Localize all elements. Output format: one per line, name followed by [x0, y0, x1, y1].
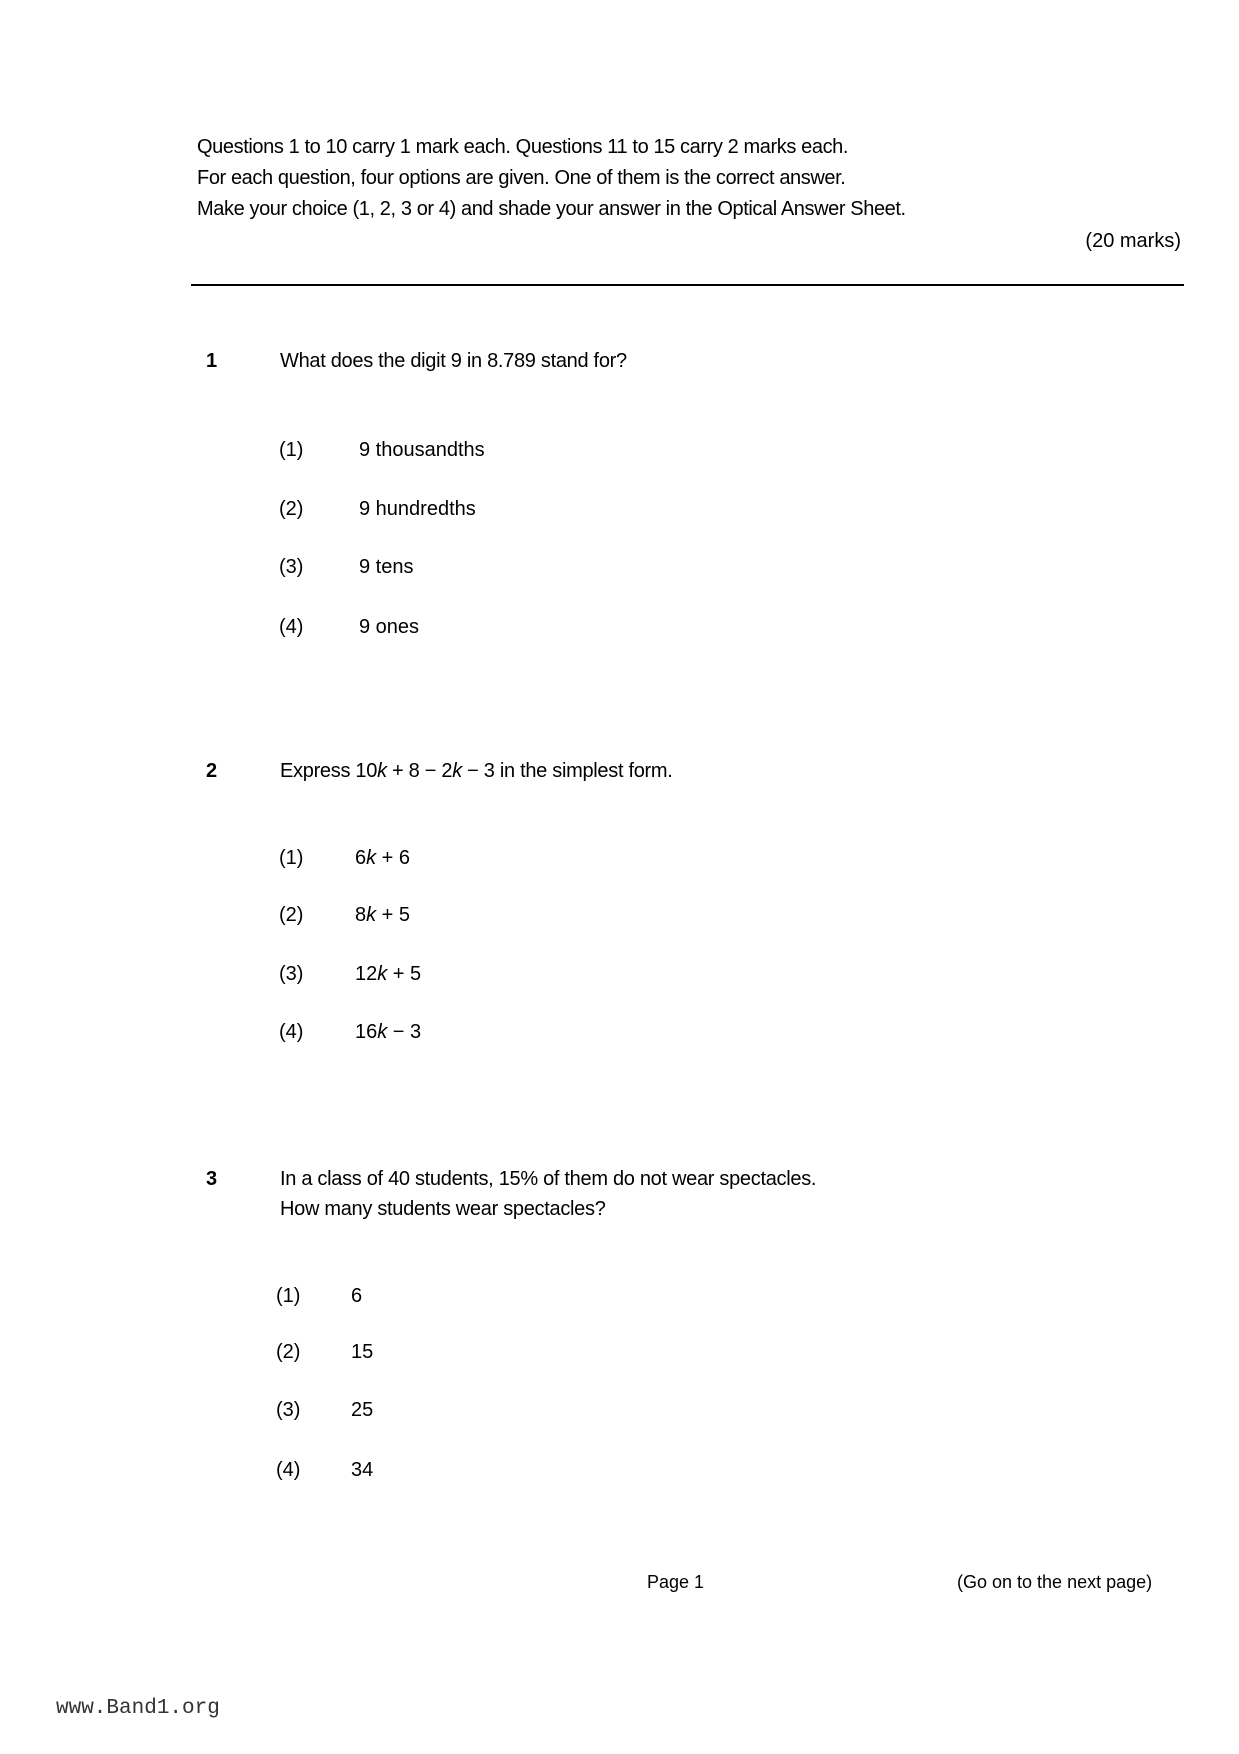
- option-text: 6k + 6: [355, 847, 411, 869]
- option-text: 34: [351, 1459, 374, 1481]
- next-page-note: (Go on to the next page): [957, 1572, 1153, 1592]
- option-label: (3): [276, 1399, 301, 1421]
- instruction-line-2: For each question, four options are given. One of them is the correct answer.: [197, 167, 846, 189]
- option-text: 9 ones: [359, 616, 420, 638]
- option-label: (4): [279, 616, 304, 638]
- option-label: (2): [279, 498, 304, 520]
- question-number: 3: [206, 1168, 218, 1190]
- question-number: 2: [206, 760, 218, 782]
- option-label: (1): [279, 847, 304, 869]
- instruction-line-3: Make your choice (1, 2, 3 or 4) and shade your answer in the Optical Answer Sheet.: [197, 198, 906, 220]
- option-text: 9 tens: [359, 556, 414, 578]
- page-number: Page 1: [647, 1572, 705, 1592]
- option-text: 9 hundredths: [359, 498, 476, 520]
- option-text: 6: [351, 1285, 363, 1307]
- question-text: How many students wear spectacles?: [280, 1198, 606, 1220]
- option-text: 12k + 5: [355, 963, 422, 985]
- option-text: 25: [351, 1399, 374, 1421]
- option-label: (3): [279, 963, 304, 985]
- divider: [191, 284, 1184, 286]
- watermark: www.Band1.org: [56, 1697, 220, 1720]
- option-text: 16k − 3: [355, 1021, 422, 1043]
- question-text: Express 10k + 8 − 2k − 3 in the simplest form.: [280, 760, 673, 782]
- option-label: (2): [279, 904, 304, 926]
- option-label: (1): [279, 439, 304, 461]
- total-marks: (20 marks): [1085, 230, 1181, 252]
- instruction-line-1: Questions 1 to 10 carry 1 mark each. Questions 11 to 15 carry 2 marks each.: [197, 136, 849, 158]
- option-label: (2): [276, 1341, 301, 1363]
- question-text: What does the digit 9 in 8.789 stand for?: [280, 350, 627, 372]
- option-label: (4): [276, 1459, 301, 1481]
- option-text: 9 thousandths: [359, 439, 485, 461]
- option-label: (3): [279, 556, 304, 578]
- option-label: (1): [276, 1285, 301, 1307]
- option-label: (4): [279, 1021, 304, 1043]
- question-number: 1: [206, 350, 218, 372]
- option-text: 8k + 5: [355, 904, 411, 926]
- question-text: In a class of 40 students, 15% of them do not wear spectacles.: [280, 1168, 817, 1190]
- option-text: 15: [351, 1341, 374, 1363]
